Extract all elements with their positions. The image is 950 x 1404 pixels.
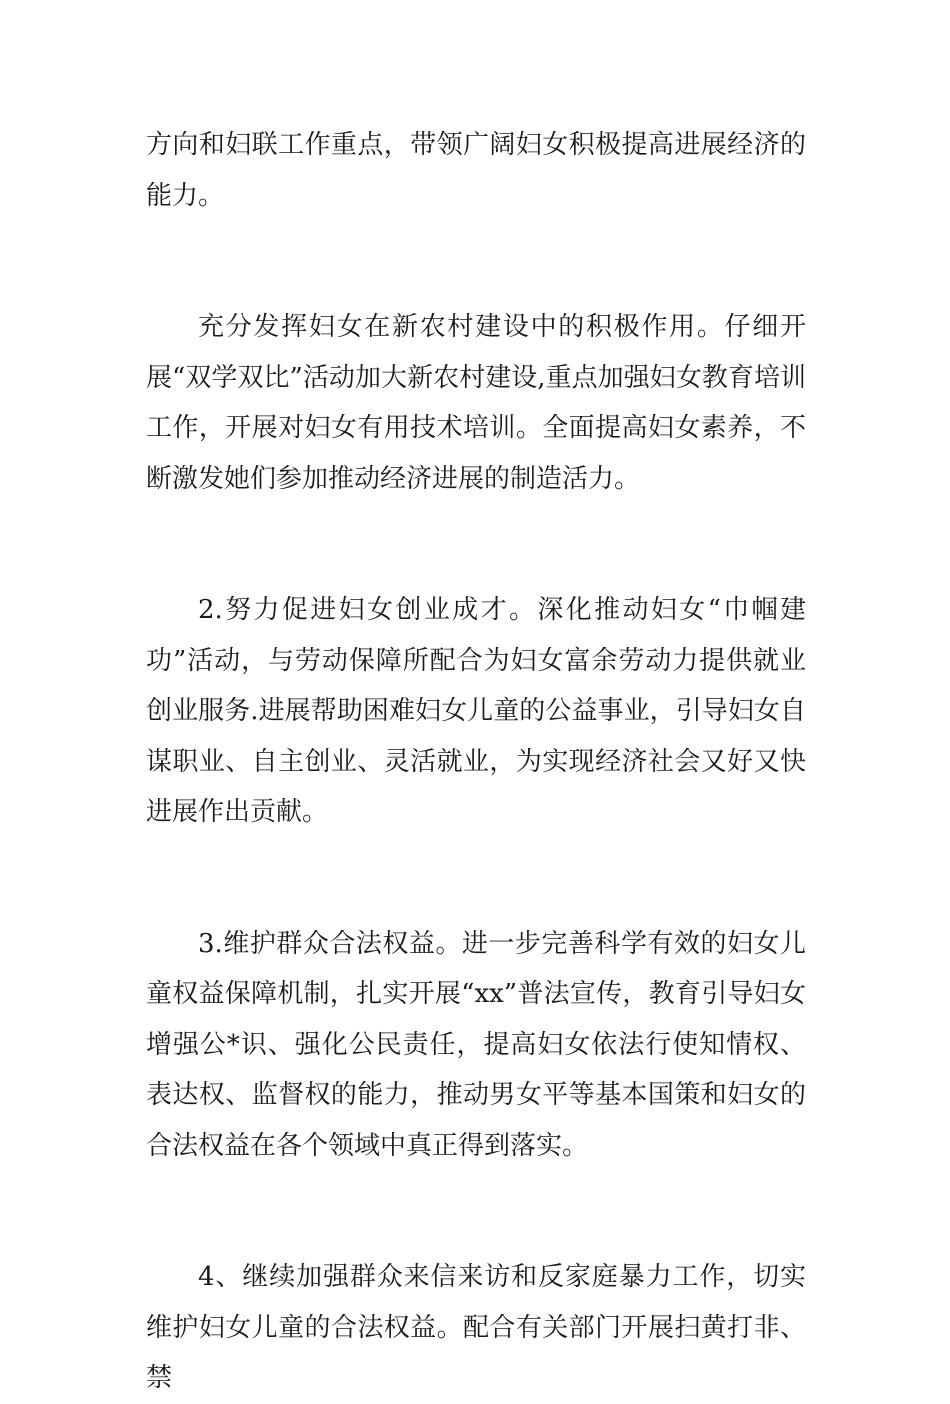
paragraph-gap — [146, 221, 806, 302]
paragraph-item-4: 4、继续加强群众来信来访和反家庭暴力工作，切实维护妇女儿童的合法权益。配合有关部门开展扫黄打非、禁 — [146, 1262, 806, 1393]
paragraph-item-3: 3.维护群众合法权益。进一步完善科学有效的妇女儿童权益保障机制，扎实开展“xx”普法宣传，教育引导妇女增强公*识、强化公民责任，提高妇女依法行使知情权、表达权、监督权的能力，推动男女平等基本国策和妇女的合法权益在各个领域中真正得到落实。 — [146, 928, 806, 1161]
paragraph-gap — [146, 838, 806, 919]
paragraph-gap — [146, 1171, 806, 1252]
document-body — [146, 120, 806, 1404]
paragraph-gap — [146, 504, 806, 585]
paragraph-new-rural-construction: 充分发挥妇女在新农村建设中的积极作用。仔细开展“双学双比”活动加大新农村建设,重点加强妇女教育培训工作，开展对妇女有用技术培训。全面提高妇女素养，不断激发她们参加推动经济进展的制造活力。 — [146, 312, 806, 494]
paragraph-continuation: 方向和妇联工作重点，带领广阔妇女积极提高进展经济的能力。 — [146, 130, 806, 211]
paragraph-item-2: 2.努力促进妇女创业成才。深化推动妇女“巾帼建功”活动，与劳动保障所配合为妇女富余劳动力提供就业创业服务.进展帮助困难妇女儿童的公益事业，引导妇女自谋职业、自主创业、灵活就业，为实现经济社会又好又快进展作出贡献。 — [146, 595, 806, 827]
